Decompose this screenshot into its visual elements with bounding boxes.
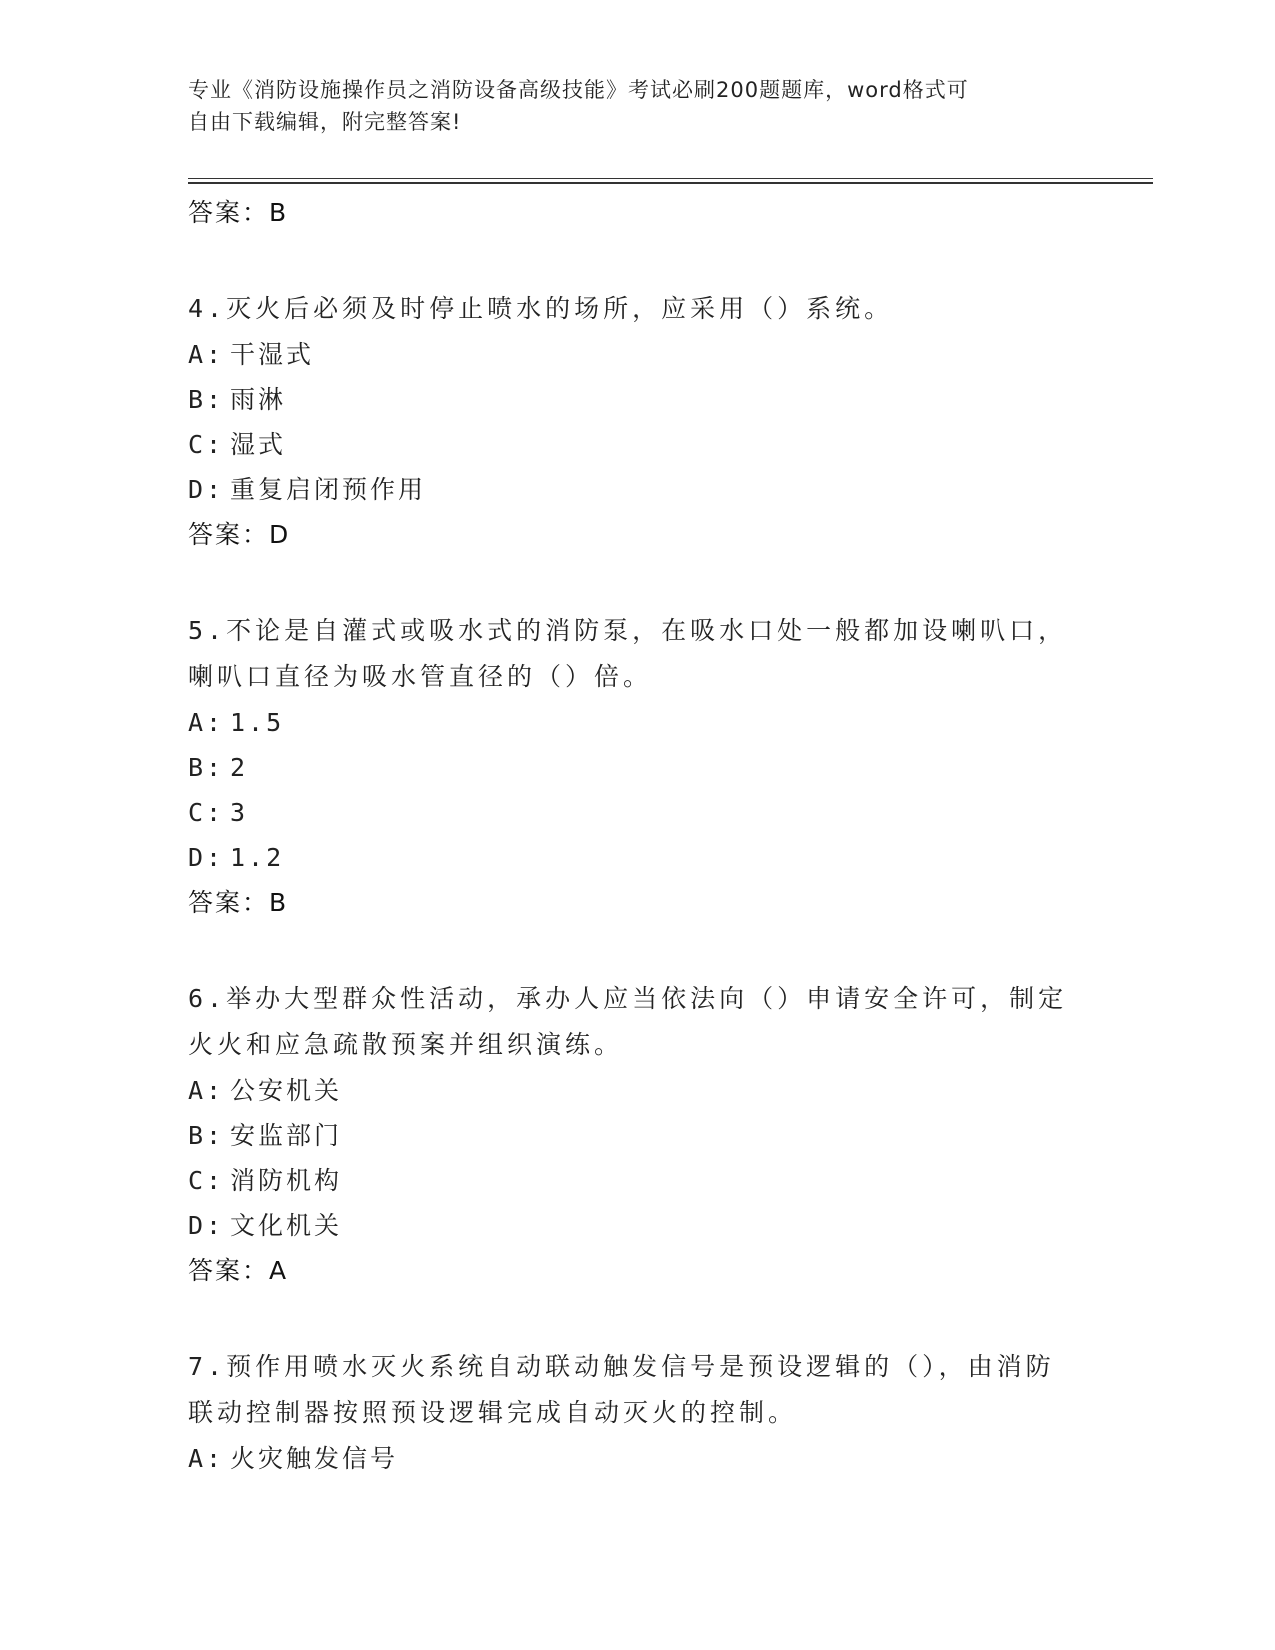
option-d: D: 文化机关	[188, 1211, 343, 1240]
answer-label: 答案：B	[188, 888, 289, 917]
option-c: C: 消防机构	[188, 1166, 343, 1195]
question-list	[188, 190, 1068, 1481]
option-d: D: 1.2	[188, 843, 285, 872]
option-b: B: 雨淋	[188, 385, 287, 414]
answer-label: 答案：A	[188, 1256, 289, 1285]
header-line-2: 自由下载编辑，附完整答案!	[188, 110, 462, 134]
option-a: A: 干湿式	[188, 340, 315, 369]
option-a: A: 1.5	[188, 708, 285, 737]
header-line-1: 专业《消防设施操作员之消防设备高级技能》考试必刷200题题库，word格式可	[188, 78, 969, 102]
option-c: C: 3	[188, 798, 249, 827]
question-text: 7.预作用喷水灭火系统自动联动触发信号是预设逻辑的（），由消防联动控制器按照预设逻辑完成自动灭火的控制。	[188, 1352, 1055, 1427]
header-rule-thick	[188, 182, 1153, 184]
option-b: B: 安监部门	[188, 1121, 343, 1150]
answer-label: 答案：D	[188, 520, 291, 549]
header-rule-thin	[188, 178, 1153, 179]
question-7	[188, 1344, 1068, 1481]
option-b: B: 2	[188, 753, 249, 782]
question-4	[188, 286, 1068, 558]
question-text: 5.不论是自灌式或吸水式的消防泵，在吸水口处一般都加设喇叭口，喇叭口直径为吸水管直径的（）倍。	[188, 616, 1068, 691]
question-text: 4.灭火后必须及时停止喷水的场所，应采用（）系统。	[188, 294, 894, 323]
option-d: D: 重复启闭预作用	[188, 475, 427, 504]
option-a: A: 火灾触发信号	[188, 1444, 399, 1473]
answer-label: 答案：B	[188, 198, 289, 227]
option-a: A: 公安机关	[188, 1076, 343, 1105]
option-c: C: 湿式	[188, 430, 287, 459]
document-header	[188, 74, 1068, 138]
question-6	[188, 976, 1068, 1294]
question-text: 6.举办大型群众性活动，承办人应当依法向（）申请安全许可，制定火火和应急疏散预案并组织演练。	[188, 984, 1068, 1059]
question-5	[188, 608, 1068, 926]
